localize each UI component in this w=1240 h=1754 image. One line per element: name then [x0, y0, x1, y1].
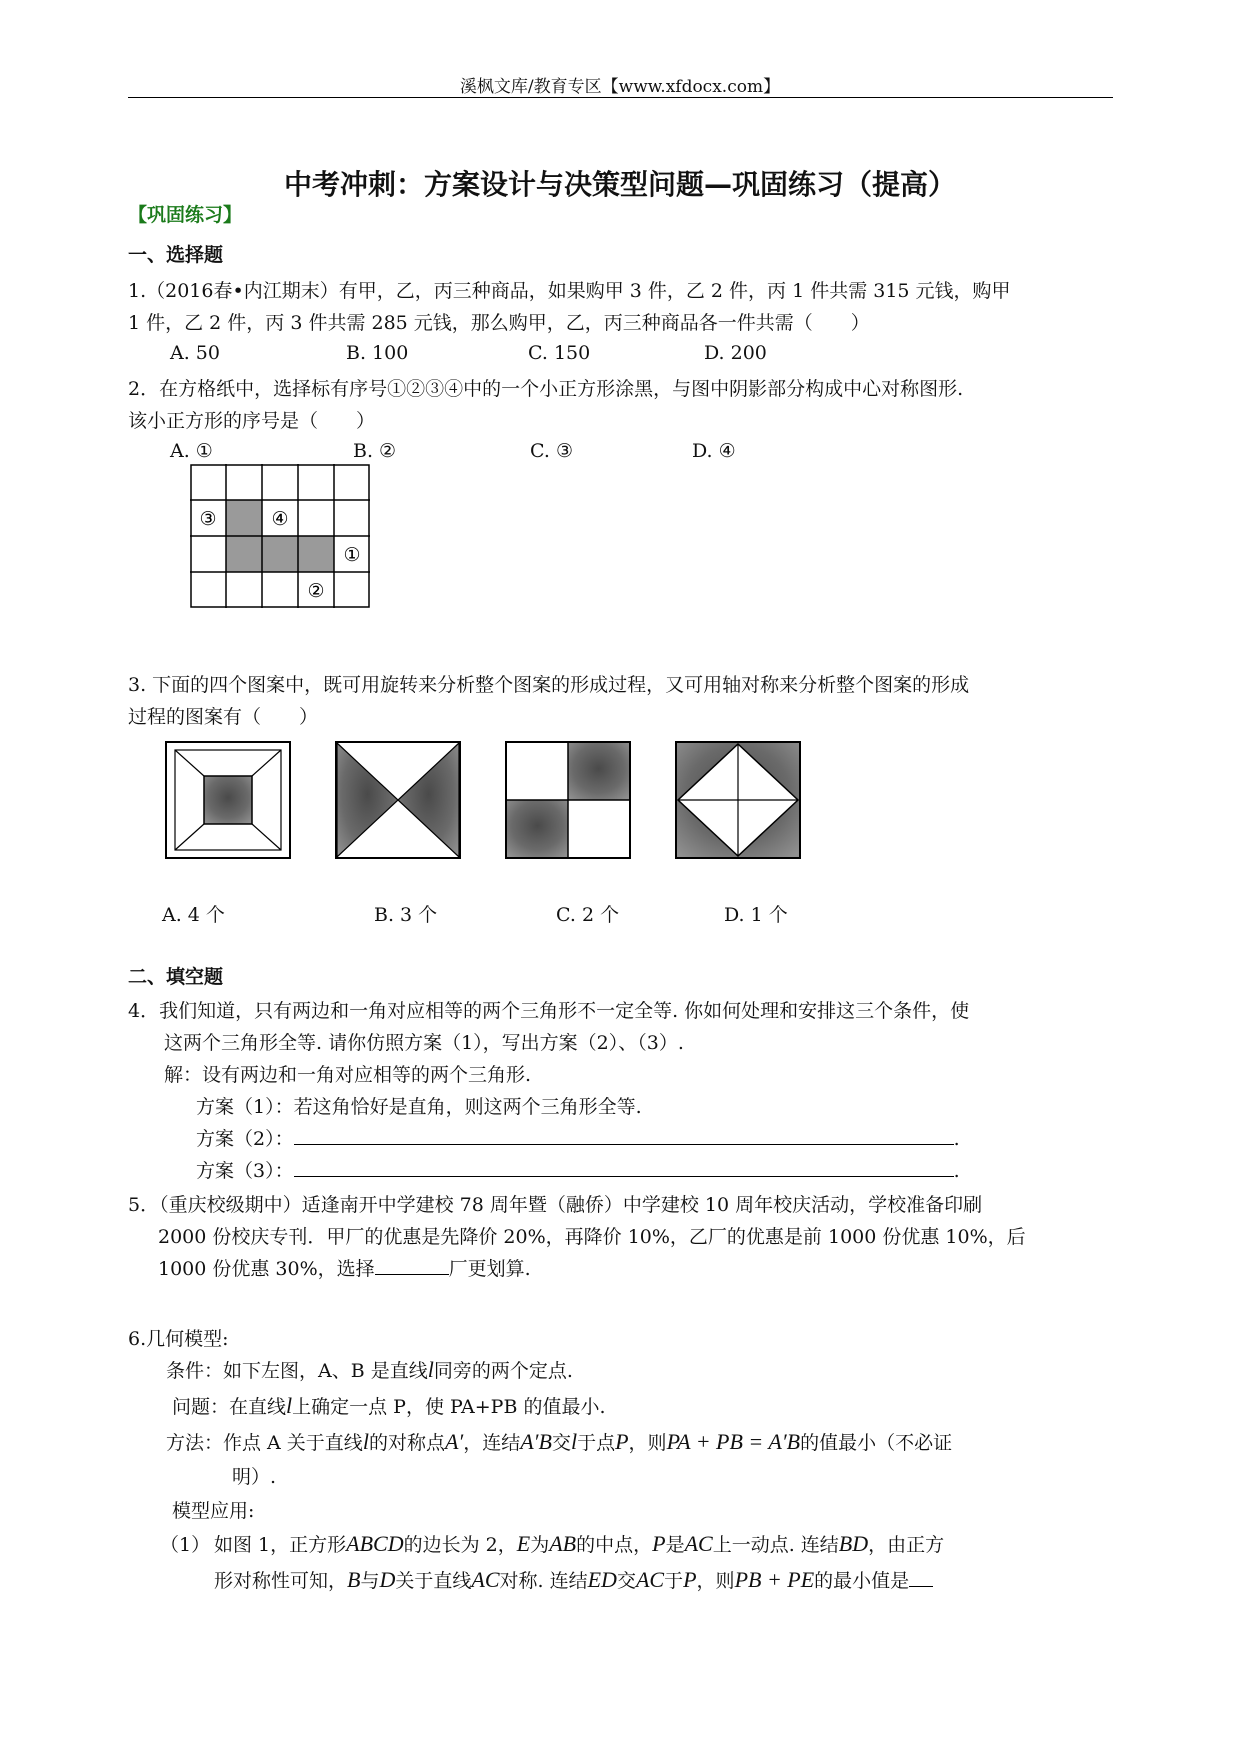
q5-line2: 2000 份校庆专刊．甲厂的优惠是先降价 20%，再降价 10%，乙厂的优惠是前 1000 份优惠 10%，后 — [158, 1226, 1026, 1248]
q2-option-b: B. ② — [353, 440, 397, 462]
grid-lines — [190, 464, 370, 608]
q2-line2: 该小正方形的序号是（ ） — [128, 410, 376, 432]
page-header: 溪枫文库/教育专区【www.xfdocx.com】 — [459, 77, 781, 97]
q4-plan3-row: 方案（3）： . — [196, 1160, 960, 1182]
q6-method: 方法：作点 A 关于直线l的对称点A′，连结A′B交l于点P，则PA + PB = A′B的值最小（不必证 — [166, 1429, 953, 1454]
q6-part1-num: （1） — [160, 1534, 211, 1556]
q1-line2: 1 件，乙 2 件，丙 3 件共需 285 元钱，那么购甲，乙，丙三种商品各一件共需（ ） — [128, 312, 870, 334]
q4-plan2-label: 方案（2）： — [196, 1128, 294, 1150]
q6-part1-line2: 形对称性可知，B与D关于直线AC对称. 连结ED交AC于P，则PB + PE的最小值是 — [214, 1566, 933, 1593]
q3-option-c: C. 2 个 — [556, 904, 620, 926]
q3-option-d: D. 1 个 — [724, 904, 788, 926]
shaded-cell — [226, 500, 262, 536]
q4-line3: 解：设有两边和一角对应相等的两个三角形. — [164, 1064, 532, 1086]
section-heading-choice: 一、选择题 — [128, 244, 224, 266]
shaded-cell — [262, 536, 298, 572]
q1-option-c: C. 150 — [528, 342, 591, 364]
q3-option-a: A. 4 个 — [162, 904, 225, 926]
q3-line1: 3. 下面的四个图案中，既可用旋转来分析整个图案的形成过程，又可用轴对称来分析整个图案的形成 — [128, 674, 970, 696]
q6-application: 模型应用: — [172, 1500, 255, 1522]
q2-option-c: C. ③ — [530, 440, 573, 462]
shaded-cell — [226, 536, 262, 572]
q3-patterns-figure — [160, 738, 810, 862]
q1-option-d: D. 200 — [704, 342, 767, 364]
q3-line2: 过程的图案有（ ） — [128, 706, 319, 728]
q1-line1: 1.（2016春•内江期末）有甲，乙，丙三种商品，如果购甲 3 件，乙 2 件，丙 1 件共需 315 元钱，购甲 — [128, 280, 1011, 302]
q4-line1: 4．我们知道，只有两边和一角对应相等的两个三角形不一定全等. 你如何处理和安排这三个条件，使 — [128, 1000, 970, 1022]
grid-label-3: ③ — [199, 508, 217, 530]
q5-line3: 1000 份优惠 30%，选择 厂更划算. — [158, 1258, 531, 1280]
q6-part1-blank[interactable] — [909, 1568, 933, 1587]
q2-option-a: A. ① — [170, 440, 213, 462]
page-title: 中考冲刺：方案设计与决策型问题—巩固练习（提高） — [283, 168, 956, 201]
pattern-4 — [676, 742, 800, 858]
grid-label-1: ① — [343, 544, 361, 566]
q6-part1-line1: 如图 1，正方形ABCD的边长为 2，E为AB的中点，P是AC上一动点. 连结BD，由正方 — [214, 1531, 945, 1556]
grid-label-4: ④ — [271, 508, 289, 530]
q6-problem: 问题：在直线l上确定一点 P，使 PA+PB 的值最小. — [172, 1393, 606, 1418]
q4-plan2-row: 方案（2）： . — [196, 1128, 960, 1150]
grid-label-2: ② — [307, 580, 325, 602]
q2-grid-figure — [190, 464, 370, 608]
q6-method-line2: 明）. — [232, 1466, 277, 1488]
q4-plan3-blank[interactable] — [294, 1158, 954, 1177]
q4-plan3-label: 方案（3）： — [196, 1160, 294, 1182]
q3-option-b: B. 3 个 — [374, 904, 438, 926]
q1-option-b: B. 100 — [346, 342, 409, 364]
q4-line2: 这两个三角形全等. 请你仿照方案（1），写出方案（2）、（3）. — [164, 1032, 684, 1054]
header-rule — [128, 97, 1113, 98]
q6-line1: 6.几何模型: — [128, 1328, 229, 1350]
section-tag: 【巩固练习】 — [128, 204, 243, 226]
shaded-cell — [298, 536, 334, 572]
pattern-3 — [506, 742, 630, 858]
q4-plan1: 方案（1）：若这角恰好是直角，则这两个三角形全等. — [196, 1096, 642, 1118]
q6-condition: 条件：如下左图，A、B 是直线l同旁的两个定点. — [166, 1357, 573, 1382]
section-heading-fill: 二、填空题 — [128, 966, 224, 988]
q5-line1: 5．（重庆校级期中）适逢南开中学建校 78 周年暨（融侨）中学建校 10 周年校庆活动，学校准备印刷 — [128, 1194, 983, 1216]
q5-blank[interactable] — [375, 1256, 449, 1275]
q4-plan2-blank[interactable] — [294, 1126, 954, 1145]
pattern-1 — [166, 742, 290, 858]
pattern-2 — [336, 742, 460, 858]
q1-option-a: A. 50 — [170, 342, 220, 364]
q2-option-d: D. ④ — [692, 440, 736, 462]
q2-line1: 2．在方格纸中，选择标有序号①②③④中的一个小正方形涂黑，与图中阴影部分构成中心对称图形. — [128, 378, 964, 400]
